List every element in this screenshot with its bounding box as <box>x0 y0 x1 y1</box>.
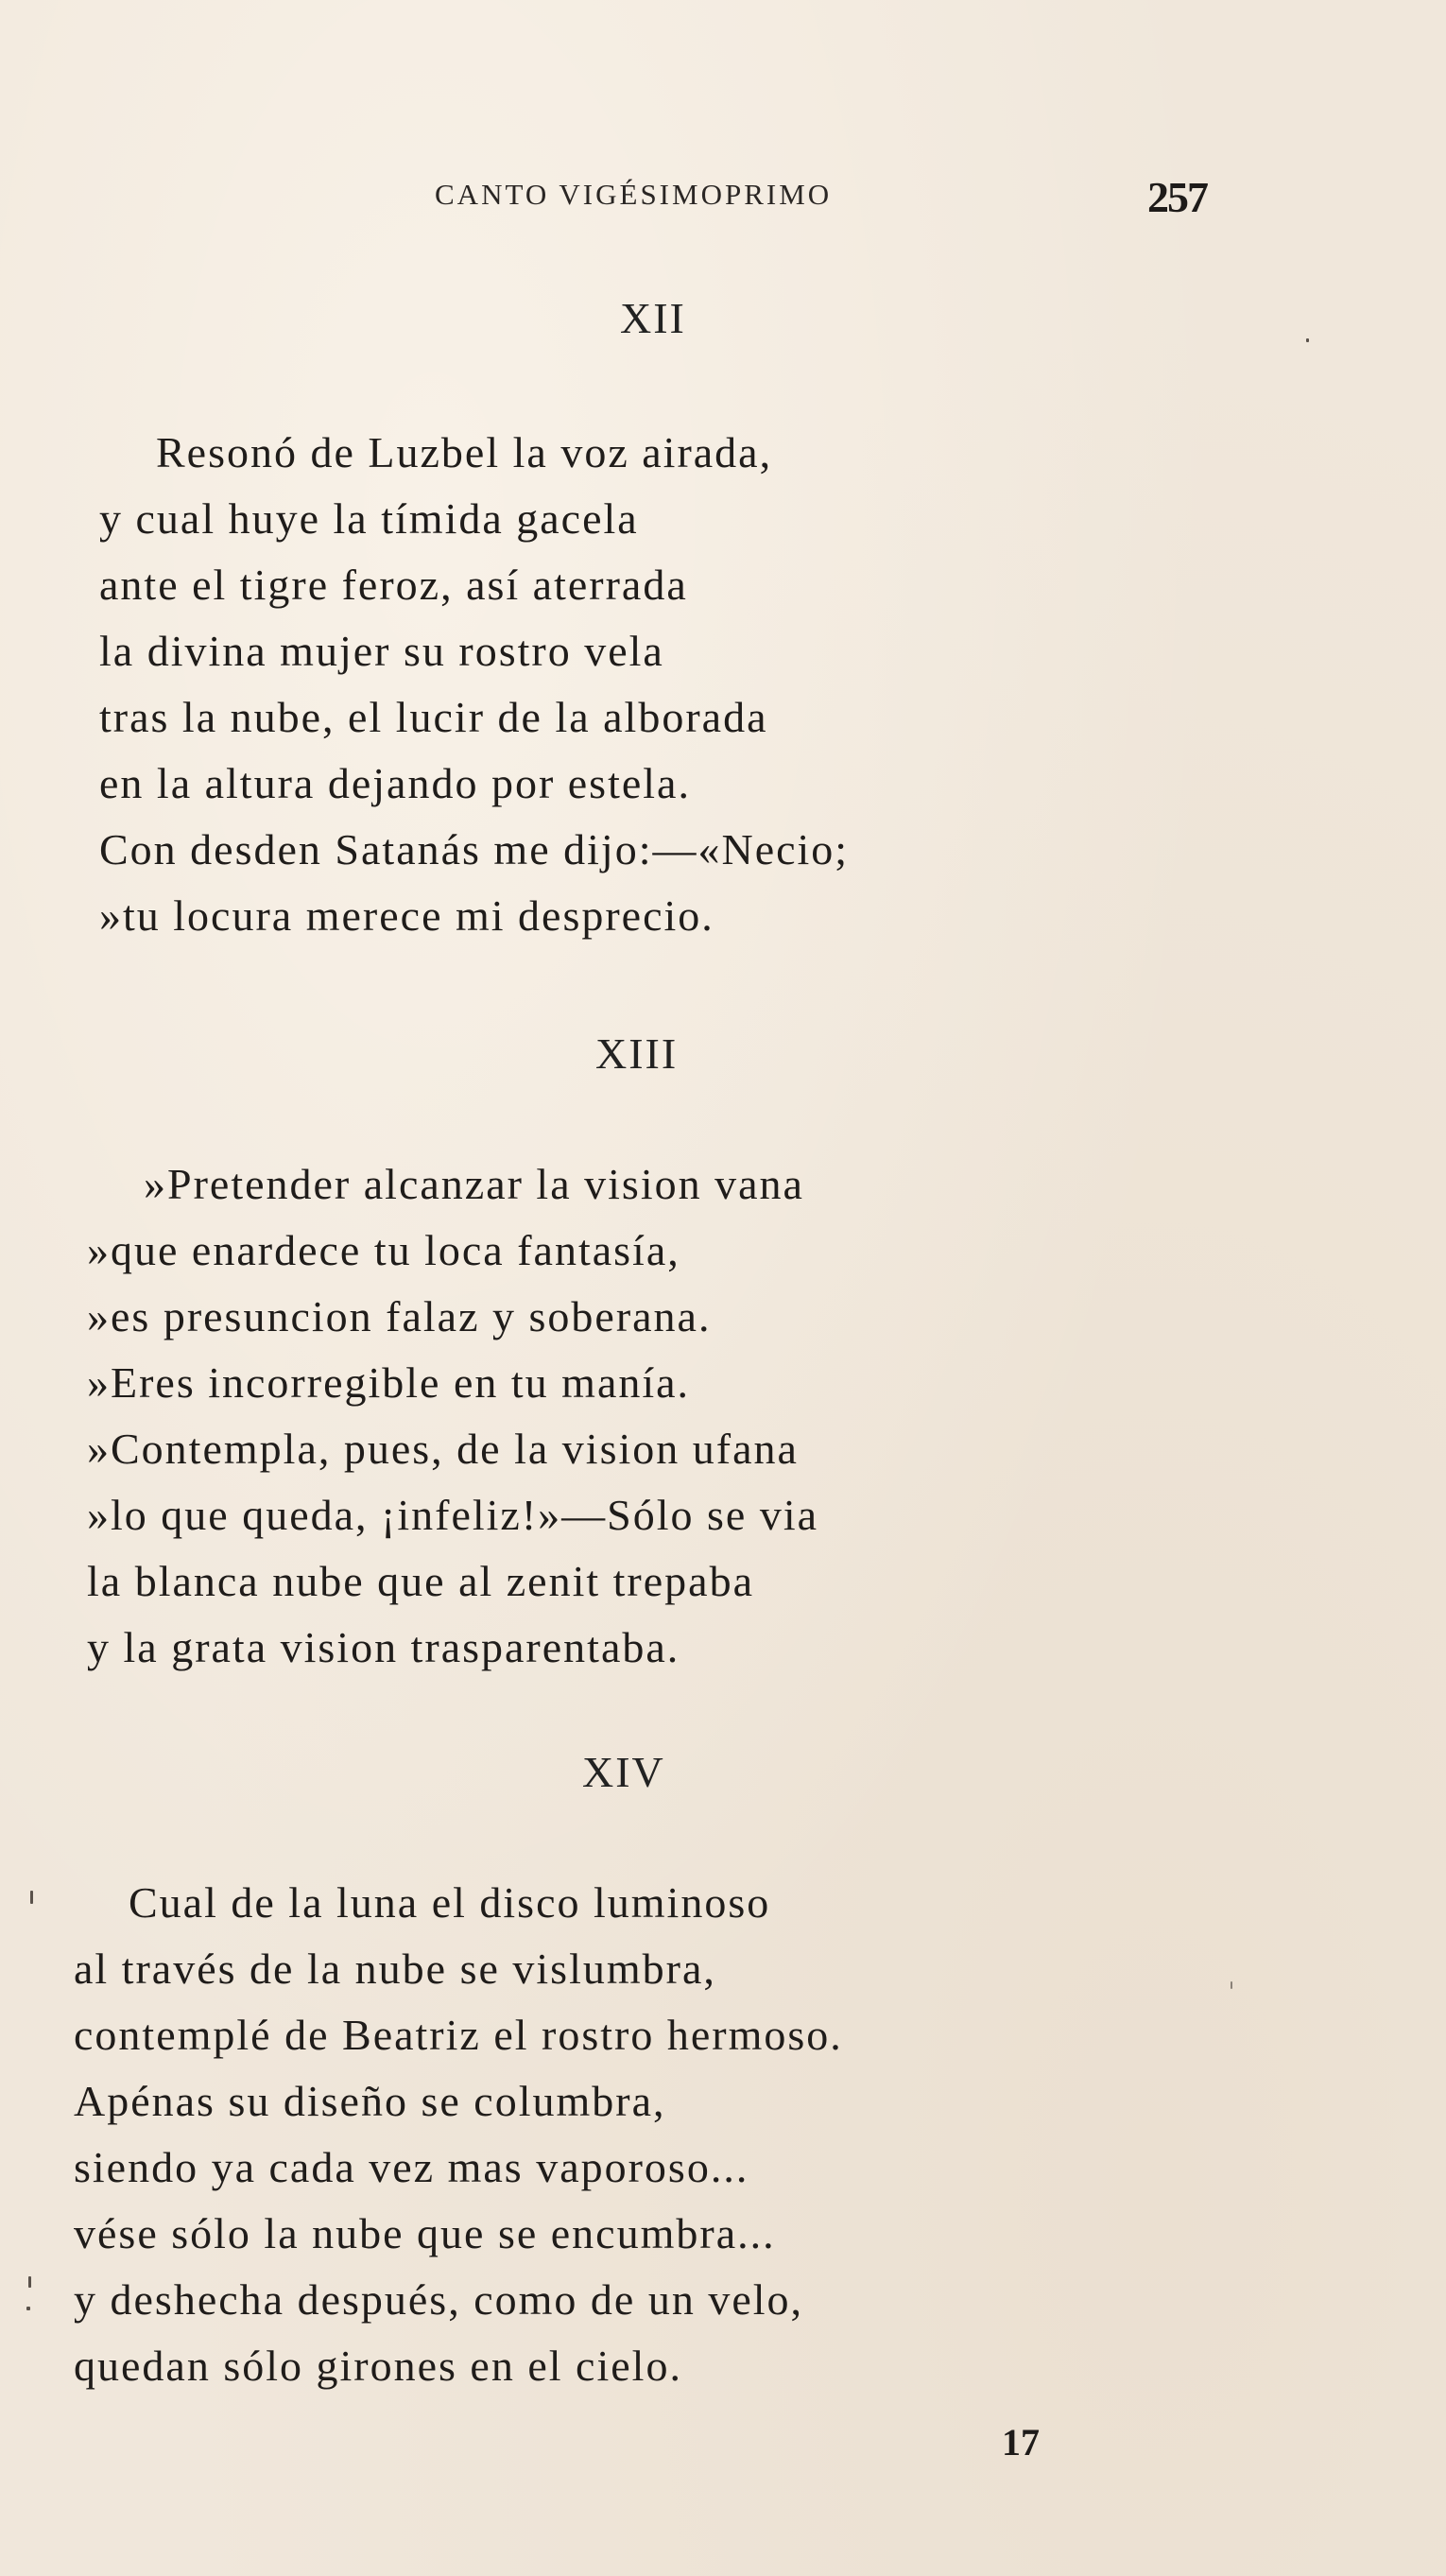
stanza-numeral-xiv: XIV <box>582 1748 665 1796</box>
verse-line: quedan sólo girones en el cielo. <box>74 2342 682 2390</box>
verse-line: y cual huye la tímida gacela <box>99 494 639 543</box>
print-speck <box>1231 1981 1232 1989</box>
stanza-xiii <box>87 1151 818 1681</box>
verse-line: ante el tigre feroz, así aterrada <box>99 561 688 609</box>
verse-line: tras la nube, el lucir de la alborada <box>99 693 768 741</box>
verse-line: la blanca nube que al zenit trepaba <box>87 1557 755 1605</box>
verse-line: y la grata vision trasparentaba. <box>87 1623 680 1671</box>
verse-line: »Contempla, pues, de la vision ufana <box>87 1425 799 1473</box>
verse-line: Apénas su diseño se columbra, <box>74 2077 666 2125</box>
verse-line: »Eres incorregible en tu manía. <box>87 1358 691 1407</box>
signature-mark: 17 <box>1002 2421 1040 2464</box>
verse-line: Cual de la luna el disco luminoso <box>129 1878 771 1927</box>
verse-line: contemplé de Beatriz el rostro hermoso. <box>74 2011 843 2059</box>
stanza-xii <box>99 420 849 949</box>
print-speck <box>28 2276 31 2288</box>
verse-line: y deshecha después, como de un velo, <box>74 2275 804 2324</box>
verse-line: Con desden Satanás me dijo:—«Necio; <box>99 825 850 873</box>
verse-line: en la altura dejando por estela. <box>99 759 691 807</box>
print-speck <box>26 2307 30 2310</box>
stanza-xiv <box>74 1870 843 2399</box>
verse-line: la divina mujer su rostro vela <box>99 627 664 675</box>
stanza-numeral-xiii: XIII <box>595 1029 679 1078</box>
verse-line: vése sólo la nube que se encumbra... <box>74 2209 776 2257</box>
verse-line: »es presuncion falaz y soberana. <box>87 1292 712 1340</box>
print-speck <box>30 1891 33 1904</box>
verse-line: »que enardece tu loca fantasía, <box>87 1226 680 1274</box>
verse-line: al través de la nube se vislumbra, <box>74 1945 716 1993</box>
print-speck <box>1306 338 1309 342</box>
verse-line: »tu locura merece mi desprecio. <box>99 891 714 940</box>
stanza-numeral-xii: XII <box>620 294 686 342</box>
verse-line: »lo que queda, ¡infeliz!»—Sólo se via <box>87 1491 819 1539</box>
verse-line: »Pretender alcanzar la vision vana <box>144 1160 804 1208</box>
verse-line: siendo ya cada vez mas vaporoso... <box>74 2143 749 2191</box>
page-number: 257 <box>1147 173 1207 221</box>
running-head: CANTO VIGÉSIMOPRIMO <box>435 178 833 211</box>
verse-line: Resonó de Luzbel la voz airada, <box>156 428 773 476</box>
